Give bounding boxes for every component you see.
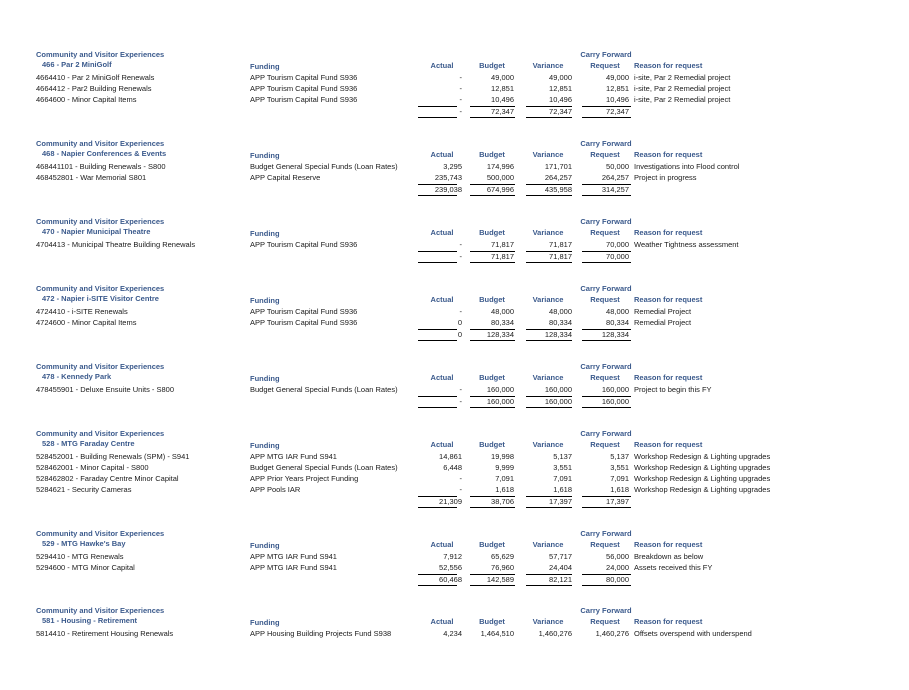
budget-header: Budget [479,540,505,549]
actual-header: Actual [430,440,454,449]
total-variance: 17,397 [549,497,572,506]
total-rule [418,407,457,408]
total-actual: 60,468 [439,575,462,584]
total-rule [582,117,631,118]
row-item: 4664600 - Minor Capital Items [36,95,137,104]
carry-forward-header: Carry Forward [580,217,632,226]
total-rule [526,262,572,263]
row-funding: APP MTG IAR Fund S941 [250,563,337,572]
group-label: Community and Visitor Experiences [36,284,165,293]
row-request: 1,618 [610,485,629,494]
variance-header: Variance [532,295,564,304]
row-request: 12,851 [606,84,629,93]
carry-forward-header: Carry Forward [580,284,632,293]
row-variance: 24,404 [549,563,572,572]
row-item: 5294600 - MTG Minor Capital [36,563,135,572]
row-request: 24,000 [606,563,629,572]
section-title: 581 - Housing - Retirement [42,616,138,625]
row-reason: Workshop Redesign & Lighting upgrades [634,463,771,472]
total-variance: 128,334 [544,330,572,339]
total-rule [526,340,572,341]
total-rule [470,585,515,586]
funding-header: Funding [250,441,280,450]
row-request: 3,551 [610,463,629,472]
funding-header: Funding [250,151,280,160]
carry-forward-header: Carry Forward [580,139,632,148]
row-request: 7,091 [610,474,629,483]
request-header: Request [590,373,620,382]
carry-forward-header: Carry Forward [580,606,632,615]
row-funding: APP Tourism Capital Fund S936 [250,95,358,104]
row-funding: APP Pools IAR [250,485,301,494]
total-rule [470,262,515,263]
group-label: Community and Visitor Experiences [36,362,165,371]
row-reason: Project to begin this FY [634,385,712,394]
total-rule [470,195,515,196]
row-variance: 5,137 [553,452,572,461]
total-budget: 71,817 [491,252,514,261]
total-rule [470,407,515,408]
total-rule [582,407,631,408]
row-item: 5814410 - Retirement Housing Renewals [36,629,174,638]
total-rule [418,195,457,196]
row-funding: APP Tourism Capital Fund S936 [250,307,358,316]
reason-header: Reason for request [634,150,703,159]
budget-header: Budget [479,373,505,382]
row-item: 528462001 - Minor Capital - S800 [36,463,149,472]
row-variance: 171,701 [544,162,572,171]
group-label: Community and Visitor Experiences [36,606,165,615]
group-label: Community and Visitor Experiences [36,429,165,438]
total-rule [526,407,572,408]
section-title: 470 - Napier Municipal Theatre [42,227,151,236]
row-actual: 6,448 [443,463,462,472]
carry-forward-header: Carry Forward [580,429,632,438]
row-variance: 160,000 [544,385,572,394]
row-funding: APP Tourism Capital Fund S936 [250,318,358,327]
row-variance: 1,460,276 [538,629,572,638]
row-item: 528452001 - Building Renewals (SPM) - S941 [36,452,190,461]
row-item: 4664410 - Par 2 MiniGolf Renewals [36,73,155,82]
row-reason: Remedial Project [634,307,692,316]
total-variance: 160,000 [544,397,572,406]
row-funding: APP Tourism Capital Fund S936 [250,73,358,82]
row-variance: 57,717 [549,552,572,561]
row-reason: Offsets overspend with underspend [634,629,752,638]
row-item: 528462802 - Faraday Centre Minor Capital [36,474,179,483]
request-header: Request [590,228,620,237]
row-actual: 235,743 [434,173,462,182]
request-header: Request [590,61,620,70]
group-label: Community and Visitor Experiences [36,529,165,538]
total-actual: 239,038 [434,185,462,194]
reason-header: Reason for request [634,61,703,70]
total-rule [526,195,572,196]
actual-header: Actual [430,617,454,626]
row-budget: 12,851 [491,84,514,93]
total-request: 72,347 [606,107,629,116]
row-budget: 65,629 [491,552,514,561]
total-rule [582,340,631,341]
variance-header: Variance [532,373,564,382]
actual-header: Actual [430,150,454,159]
total-rule [418,507,457,508]
row-budget: 500,000 [486,173,514,182]
row-actual: 3,295 [443,162,462,171]
funding-header: Funding [250,374,280,383]
reason-header: Reason for request [634,373,703,382]
row-actual: 7,912 [443,552,462,561]
row-budget: 7,091 [495,474,514,483]
row-funding: Budget General Special Funds (Loan Rates) [250,463,398,472]
row-actual: 0 [457,318,462,327]
total-request: 160,000 [601,397,629,406]
total-rule [418,585,457,586]
row-budget: 49,000 [491,73,514,82]
budget-header: Budget [479,617,505,626]
row-actual: - [459,385,462,394]
row-funding: APP MTG IAR Fund S941 [250,452,337,461]
total-rule [582,507,631,508]
total-budget: 160,000 [486,397,514,406]
reason-header: Reason for request [634,295,703,304]
total-rule [582,585,631,586]
total-rule [470,340,515,341]
total-rule [582,195,631,196]
total-actual: - [459,252,462,261]
row-reason: Project in progress [634,173,697,182]
total-request: 70,000 [606,252,629,261]
total-request: 128,334 [601,330,629,339]
section-title: 528 - MTG Faraday Centre [42,439,135,448]
row-variance: 3,551 [553,463,572,472]
row-budget: 80,334 [491,318,514,327]
row-budget: 160,000 [486,385,514,394]
row-variance: 80,334 [549,318,572,327]
row-item: 5284621 - Security Cameras [36,485,132,494]
row-item: 5294410 - MTG Renewals [36,552,124,561]
total-rule [526,585,572,586]
total-rule [470,117,515,118]
row-variance: 71,817 [549,240,572,249]
section-title: 529 - MTG Hawke's Bay [42,539,126,548]
variance-header: Variance [532,61,564,70]
reason-header: Reason for request [634,440,703,449]
row-reason: Investigations into Flood control [634,162,740,171]
budget-header: Budget [479,228,505,237]
row-request: 80,334 [606,318,629,327]
reason-header: Reason for request [634,540,703,549]
row-item: 4664412 - Par2 Building Renewals [36,84,152,93]
reason-header: Reason for request [634,617,703,626]
total-rule [418,262,457,263]
total-actual: 0 [457,330,462,339]
group-label: Community and Visitor Experiences [36,139,165,148]
row-variance: 264,257 [544,173,572,182]
row-request: 48,000 [606,307,629,316]
actual-header: Actual [430,295,454,304]
row-request: 70,000 [606,240,629,249]
total-actual: - [459,397,462,406]
section-title: 468 - Napier Conferences & Events [42,149,167,158]
row-funding: APP Capital Reserve [250,173,321,182]
row-item: 468452801 - War Memorial S801 [36,173,147,182]
total-budget: 38,706 [491,497,514,506]
actual-header: Actual [430,373,454,382]
row-funding: APP Prior Years Project Funding [250,474,359,483]
row-actual: - [459,73,462,82]
total-rule [418,340,457,341]
group-label: Community and Visitor Experiences [36,50,165,59]
total-variance: 71,817 [549,252,572,261]
total-variance: 82,121 [549,575,572,584]
row-actual: - [459,84,462,93]
actual-header: Actual [430,540,454,549]
row-variance: 12,851 [549,84,572,93]
row-request: 1,460,276 [595,629,629,638]
row-actual: - [459,95,462,104]
row-budget: 76,960 [491,563,514,572]
total-rule [526,507,572,508]
total-actual: 21,309 [439,497,462,506]
row-budget: 10,496 [491,95,514,104]
row-request: 56,000 [606,552,629,561]
row-item: 4724410 - i-SITE Renewals [36,307,128,316]
total-budget: 142,589 [486,575,514,584]
request-header: Request [590,150,620,159]
variance-header: Variance [532,617,564,626]
row-item: 4724600 - Minor Capital Items [36,318,137,327]
funding-header: Funding [250,229,280,238]
budget-header: Budget [479,295,505,304]
row-reason: Remedial Project [634,318,692,327]
row-reason: Workshop Redesign & Lighting upgrades [634,485,771,494]
total-actual: - [459,107,462,116]
variance-header: Variance [532,228,564,237]
row-funding: APP Tourism Capital Fund S936 [250,240,358,249]
actual-header: Actual [430,61,454,70]
row-item: 478455901 - Deluxe Ensuite Units - S800 [36,385,175,394]
row-request: 49,000 [606,73,629,82]
row-actual: 52,556 [439,563,462,572]
total-variance: 435,958 [544,185,572,194]
funding-header: Funding [250,541,280,550]
row-funding: Budget General Special Funds (Loan Rates) [250,385,398,394]
row-funding: APP Tourism Capital Fund S936 [250,84,358,93]
row-reason: Breakdown as below [634,552,704,561]
total-rule [470,507,515,508]
group-label: Community and Visitor Experiences [36,217,165,226]
row-budget: 1,464,510 [480,629,514,638]
total-rule [582,262,631,263]
row-budget: 1,618 [495,485,514,494]
request-header: Request [590,295,620,304]
total-rule [418,117,457,118]
row-budget: 9,999 [495,463,514,472]
total-rule [526,117,572,118]
row-item: 468441101 - Building Renewals - S800 [36,162,166,171]
row-variance: 1,618 [553,485,572,494]
row-funding: Budget General Special Funds (Loan Rates) [250,162,398,171]
budget-header: Budget [479,440,505,449]
row-actual: - [459,240,462,249]
row-reason: i-site, Par 2 Remedial project [634,95,731,104]
row-actual: - [459,485,462,494]
row-funding: APP MTG IAR Fund S941 [250,552,337,561]
funding-header: Funding [250,296,280,305]
row-actual: 4,234 [443,629,462,638]
row-reason: i-site, Par 2 Remedial project [634,84,731,93]
variance-header: Variance [532,150,564,159]
request-header: Request [590,540,620,549]
carry-forward-header: Carry Forward [580,362,632,371]
row-request: 50,000 [606,162,629,171]
carry-forward-header: Carry Forward [580,50,632,59]
row-reason: i-site, Par 2 Remedial project [634,73,731,82]
row-reason: Weather Tightness assessment [634,240,739,249]
row-budget: 174,996 [486,162,514,171]
request-header: Request [590,617,620,626]
actual-header: Actual [430,228,454,237]
row-request: 10,496 [606,95,629,104]
row-budget: 48,000 [491,307,514,316]
variance-header: Variance [532,440,564,449]
row-reason: Workshop Redesign & Lighting upgrades [634,452,771,461]
row-actual: - [459,474,462,483]
budget-header: Budget [479,150,505,159]
row-funding: APP Housing Building Projects Fund S938 [250,629,392,638]
funding-header: Funding [250,62,280,71]
row-reason: Assets received this FY [634,563,713,572]
total-budget: 128,334 [486,330,514,339]
row-variance: 48,000 [549,307,572,316]
row-request: 5,137 [610,452,629,461]
row-request: 160,000 [601,385,629,394]
total-request: 17,397 [606,497,629,506]
row-variance: 7,091 [553,474,572,483]
row-item: 4704413 - Municipal Theatre Building Renewals [36,240,196,249]
row-request: 264,257 [601,173,629,182]
row-budget: 19,998 [491,452,514,461]
total-budget: 72,347 [491,107,514,116]
reason-header: Reason for request [634,228,703,237]
row-variance: 49,000 [549,73,572,82]
row-actual: - [459,307,462,316]
total-budget: 674,996 [486,185,514,194]
row-variance: 10,496 [549,95,572,104]
row-actual: 14,861 [439,452,462,461]
carry-forward-header: Carry Forward [580,529,632,538]
section-title: 472 - Napier i-SITE Visitor Centre [42,294,159,303]
total-request: 314,257 [601,185,629,194]
total-request: 80,000 [606,575,629,584]
budget-header: Budget [479,61,505,70]
request-header: Request [590,440,620,449]
row-budget: 71,817 [491,240,514,249]
variance-header: Variance [532,540,564,549]
section-title: 466 - Par 2 MiniGolf [42,60,112,69]
section-title: 478 - Kennedy Park [42,372,112,381]
total-variance: 72,347 [549,107,572,116]
row-reason: Workshop Redesign & Lighting upgrades [634,474,771,483]
funding-header: Funding [250,618,280,627]
